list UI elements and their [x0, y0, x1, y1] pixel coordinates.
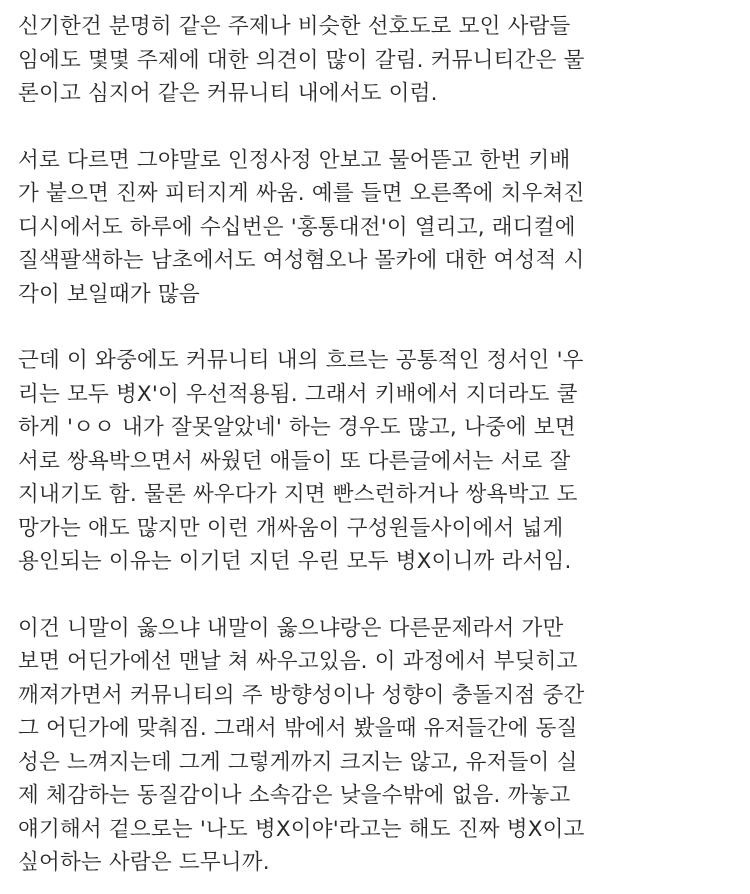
text-line: 지내기도 함. 물론 싸우다가 지면 빤스런하거나 쌍욕박고 도: [18, 482, 578, 507]
paragraph-spacer: [18, 311, 732, 344]
text-line: 서로 다르면 그야말로 인정사정 안보고 물어뜯고 한번 키배: [18, 147, 571, 173]
text-line: 제 체감하는 동질감이나 소속감은 낮을수밖에 없음. 까놓고: [18, 783, 571, 808]
text-line: 깨져가면서 커뮤니티의 주 방향성이나 성향이 충돌지점 중간: [18, 682, 585, 708]
paragraph-4: [18, 612, 732, 880]
text-line: 이건 니말이 옳으냐 내말이 옳으냐랑은 다른문제라서 가만: [18, 615, 564, 641]
text-line: 질색팔색하는 남초에서도 여성혐오나 몰카에 대한 여성적 시: [18, 248, 585, 273]
paragraph-spacer: [18, 111, 732, 144]
paragraph-spacer: [18, 579, 732, 612]
text-line: 싶어하는 사람은 드무니까.: [18, 850, 270, 875]
text-line: 서로 쌍욕박으면서 싸웠던 애들이 또 다른글에서는 서로 잘: [18, 448, 571, 474]
text-line: 론이고 심지어 같은 커뮤니티 내에서도 이럼.: [18, 81, 438, 106]
text-line: 얘기해서 겉으로는 '나도 병X이야'라고는 해도 진짜 병X이고: [18, 816, 585, 842]
text-line: 신기한건 분명히 같은 주제나 비슷한 선호도로 모인 사람들: [18, 14, 571, 39]
text-line: 디시에서도 하루에 수십번은 '홍통대전'이 열리고, 래디컬에: [18, 214, 576, 240]
paragraph-3: [18, 344, 732, 579]
text-line: 근데 이 와중에도 커뮤니티 내의 흐르는 공통적인 정서인 '우: [18, 348, 584, 373]
text-line: 임에도 몇몇 주제에 대한 의견이 많이 갈림. 커뮤니티간은 물: [18, 47, 585, 73]
paragraph-1: [18, 10, 732, 111]
text-line: 리는 모두 병X'이 우선적용됨. 그래서 키배에서 지더라도 쿨: [18, 381, 578, 407]
text-line: 보면 어딘가에선 맨날 쳐 싸우고있음. 이 과정에서 부딪히고: [18, 649, 578, 674]
text-line: 성은 느껴지는데 그게 그렇게까지 크지는 않고, 유저들이 실: [18, 749, 578, 775]
paragraph-2: [18, 144, 732, 312]
text-line: 각이 보일때가 많음: [18, 281, 200, 307]
text-line: 망가는 애도 많지만 이런 개싸움이 구성원들사이에서 넓게: [18, 515, 564, 541]
text-line: 그 어딘가에 맞춰짐. 그래서 밖에서 봤을때 유저들간에 동질: [18, 716, 578, 741]
text-line: 용인되는 이유는 이기던 지던 우린 모두 병X이니까 라서임.: [18, 549, 572, 574]
text-line: 하게 'ㅇㅇ 내가 잘못알았네' 하는 경우도 많고, 나중에 보면: [18, 415, 576, 440]
text-line: 가 붙으면 진짜 피터지게 싸움. 예를 들면 오른쪽에 치우쳐진: [18, 181, 585, 206]
